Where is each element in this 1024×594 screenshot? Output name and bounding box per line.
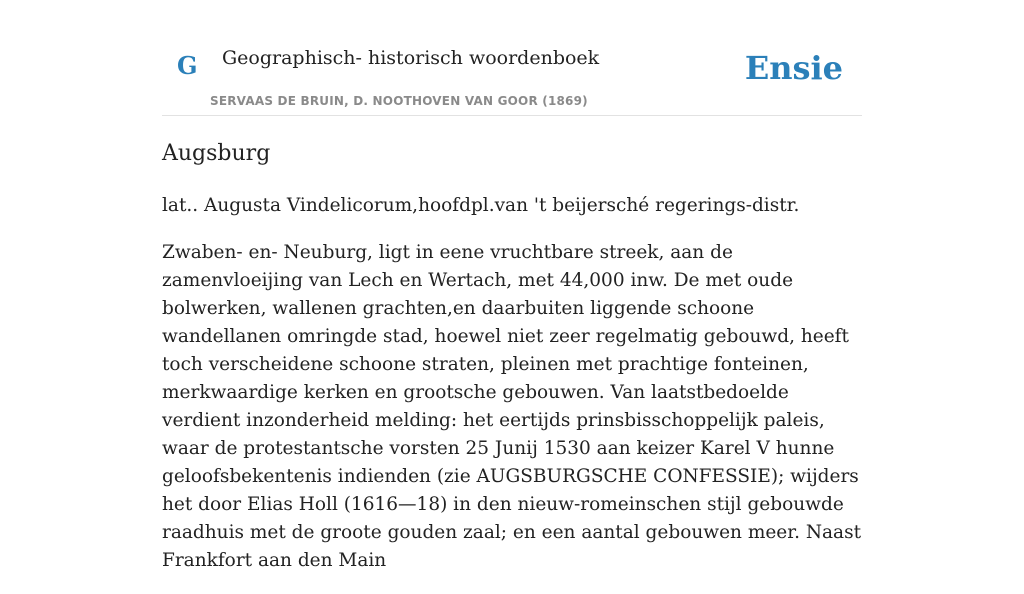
site-header [162, 40, 862, 116]
book-author: SERVAAS DE BRUIN, D. NOOTHOVEN VAN GOOR (1869) [210, 94, 588, 108]
entry-content [162, 192, 862, 594]
book-title[interactable]: Geographisch- historisch woordenboek [222, 47, 600, 69]
dictionary-logo-icon[interactable]: G [177, 51, 198, 80]
ensie-logo[interactable]: Ensie [744, 49, 843, 87]
entry-paragraph: lat.. Augusta Vindelicorum,hoofdpl.van 't beijersché regerings-distr. [162, 195, 800, 216]
entry-paragraph: Zwaben- en- Neuburg, ligt in eene vruchtbare streek, aan de zamenvloeijing van Lech en Wertach, met 44,000 inw. De met oude bolwerken, wallenen grachten,en daarbuiten liggende schoone wandellanen omringde stad, hoewel niet zeer regelmatig gebouwd, heeft toch verscheidene schoone straten, pleinen met prachtige fonteinen, merkwaardige kerken en grootsche gebouwen. Van laatstbedoelde verdient inzonderheid melding: het eertijds prinsbisschoppelijk paleis, waar de protestantsche vorsten 25 Junij 1530 aan keizer Karel V hunne geloofsbekentenis indienden (zie AUGSBURGSCHE CONFESSIE); wijders het door Elias Holl (1616—18) in den nieuw-romeinschen stijl gebouwde raadhuis met de groote gouden zaal; en een aantal gebouwen meer. Naast Frankfort aan den Main [162, 242, 862, 571]
entry-title: Augsburg [162, 141, 271, 166]
